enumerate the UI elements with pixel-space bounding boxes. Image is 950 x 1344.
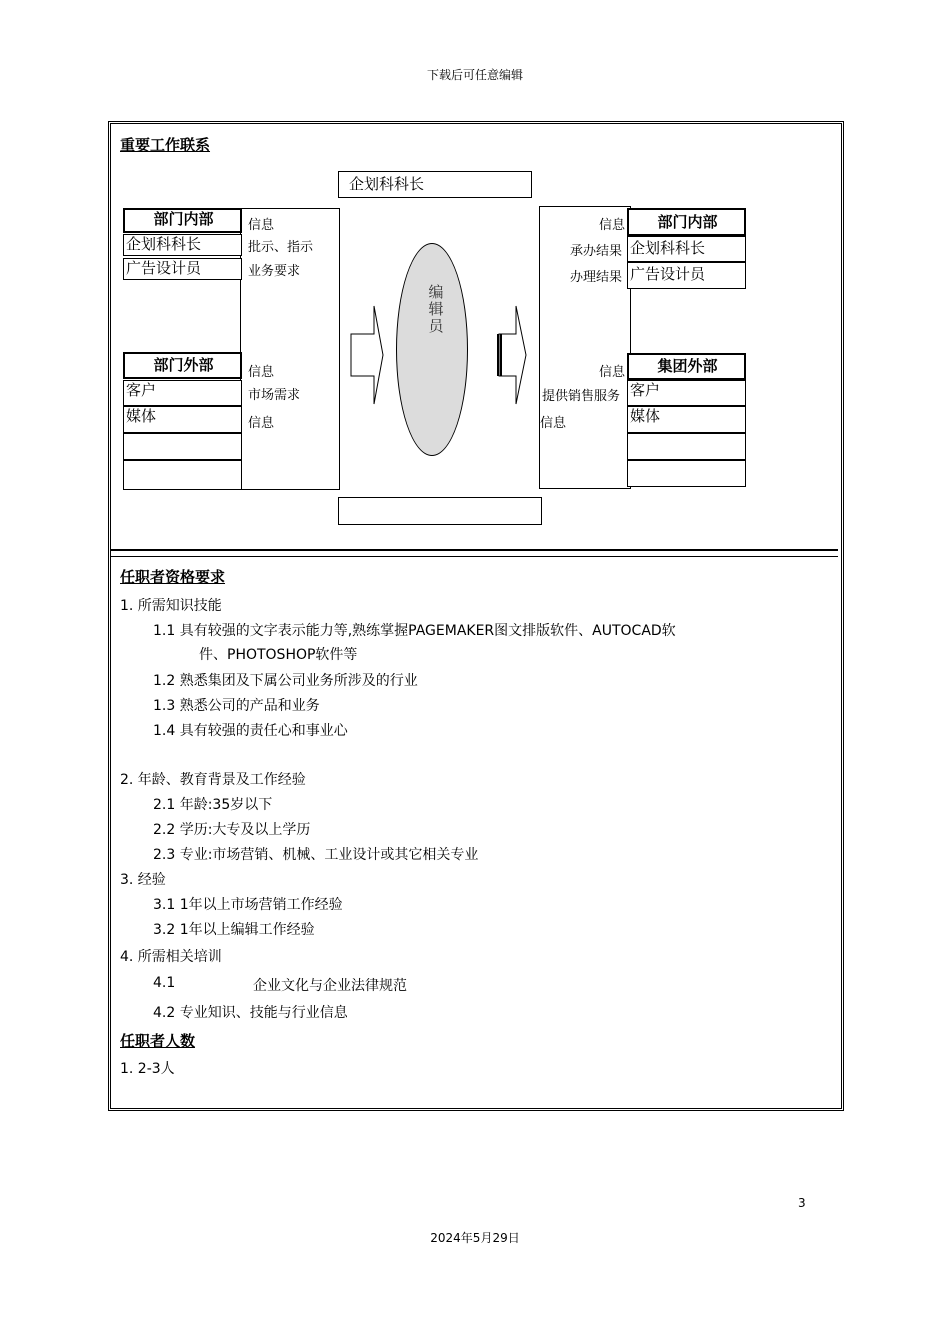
left-arrow-icon (350, 300, 386, 410)
left-internal-row: 广告设计员 (123, 258, 242, 280)
list-item: 2.1 年龄:35岁以下 (153, 797, 273, 813)
left-external-row: 客户 (123, 380, 242, 406)
right-internal-row: 企划科科长 (627, 236, 746, 262)
right-external-header: 集团外部 (627, 353, 746, 380)
list-item: 1. 所需知识技能 (120, 598, 222, 614)
list-item: 1.3 熟悉公司的产品和业务 (153, 698, 320, 714)
page-header-note: 下载后可任意编辑 (426, 68, 523, 82)
list-item: 1.4 具有较强的责任心和事业心 (153, 723, 348, 739)
right-internal-label: 信息 (599, 218, 626, 233)
right-internal-row: 广告设计员 (627, 262, 746, 289)
page-footer-date: 2024年5月29日 (430, 1231, 520, 1245)
right-arrow-icon (494, 300, 530, 410)
bottom-box (338, 497, 542, 525)
right-external-row: 媒体 (627, 406, 746, 433)
right-external-row: 客户 (627, 380, 746, 406)
right-internal-header: 部门内部 (627, 208, 746, 236)
right-external-label: 提供销售服务 (542, 389, 621, 404)
left-internal-header: 部门内部 (123, 208, 242, 233)
list-item: 2.2 学历:大专及以上学历 (153, 822, 311, 838)
right-external-label: 信息 (599, 365, 626, 380)
list-item: 4.2 专业知识、技能与行业信息 (153, 1005, 348, 1021)
right-external-row (627, 433, 746, 460)
list-item: 1. 2-3人 (120, 1061, 175, 1077)
editor-label: 编辑员 (428, 283, 444, 335)
left-internal-label: 业务要求 (248, 264, 301, 279)
left-external-label: 市场需求 (248, 388, 301, 403)
left-external-header: 部门外部 (123, 352, 242, 379)
left-internal-row: 企划科科长 (123, 234, 242, 256)
left-internal-label: 批示、指示 (248, 240, 314, 255)
list-item: 4.1 (153, 975, 176, 991)
list-item: 3.2 1年以上编辑工作经验 (153, 922, 315, 938)
left-external-row: 媒体 (123, 406, 242, 433)
list-item: 3. 经验 (120, 872, 166, 888)
top-box: 企划科科长 (338, 171, 532, 198)
section-title-qualifications: 任职者资格要求 (120, 568, 226, 586)
right-external-label: 信息 (540, 416, 567, 431)
right-external-row (627, 460, 746, 487)
list-item: 件、PHOTOSHOP软件等 (199, 647, 358, 663)
section-title-headcount: 任职者人数 (120, 1032, 196, 1050)
page-number: 3 (798, 1196, 806, 1210)
left-external-row (123, 460, 242, 490)
list-item: 企业文化与企业法律规范 (253, 978, 407, 994)
list-item: 4. 所需相关培训 (120, 949, 222, 965)
left-external-row (123, 433, 242, 460)
right-internal-label: 办理结果 (570, 270, 623, 285)
section-separator (111, 549, 838, 557)
list-item: 1.1 具有较强的文字表示能力等,熟练掌握PAGEMAKER图文排版软件、AUTOCAD软 (153, 623, 676, 639)
right-internal-label: 承办结果 (570, 244, 623, 259)
list-item: 3.1 1年以上市场营销工作经验 (153, 897, 343, 913)
left-external-label: 信息 (248, 416, 275, 431)
left-internal-label: 信息 (248, 218, 275, 233)
editor-ellipse (396, 243, 468, 456)
section-title-work-relations: 重要工作联系 (120, 136, 211, 154)
list-item: 1.2 熟悉集团及下属公司业务所涉及的行业 (153, 673, 418, 689)
list-item: 2. 年龄、教育背景及工作经验 (120, 772, 306, 788)
list-item: 2.3 专业:市场营销、机械、工业设计或其它相关专业 (153, 847, 479, 863)
left-external-label: 信息 (248, 365, 275, 380)
